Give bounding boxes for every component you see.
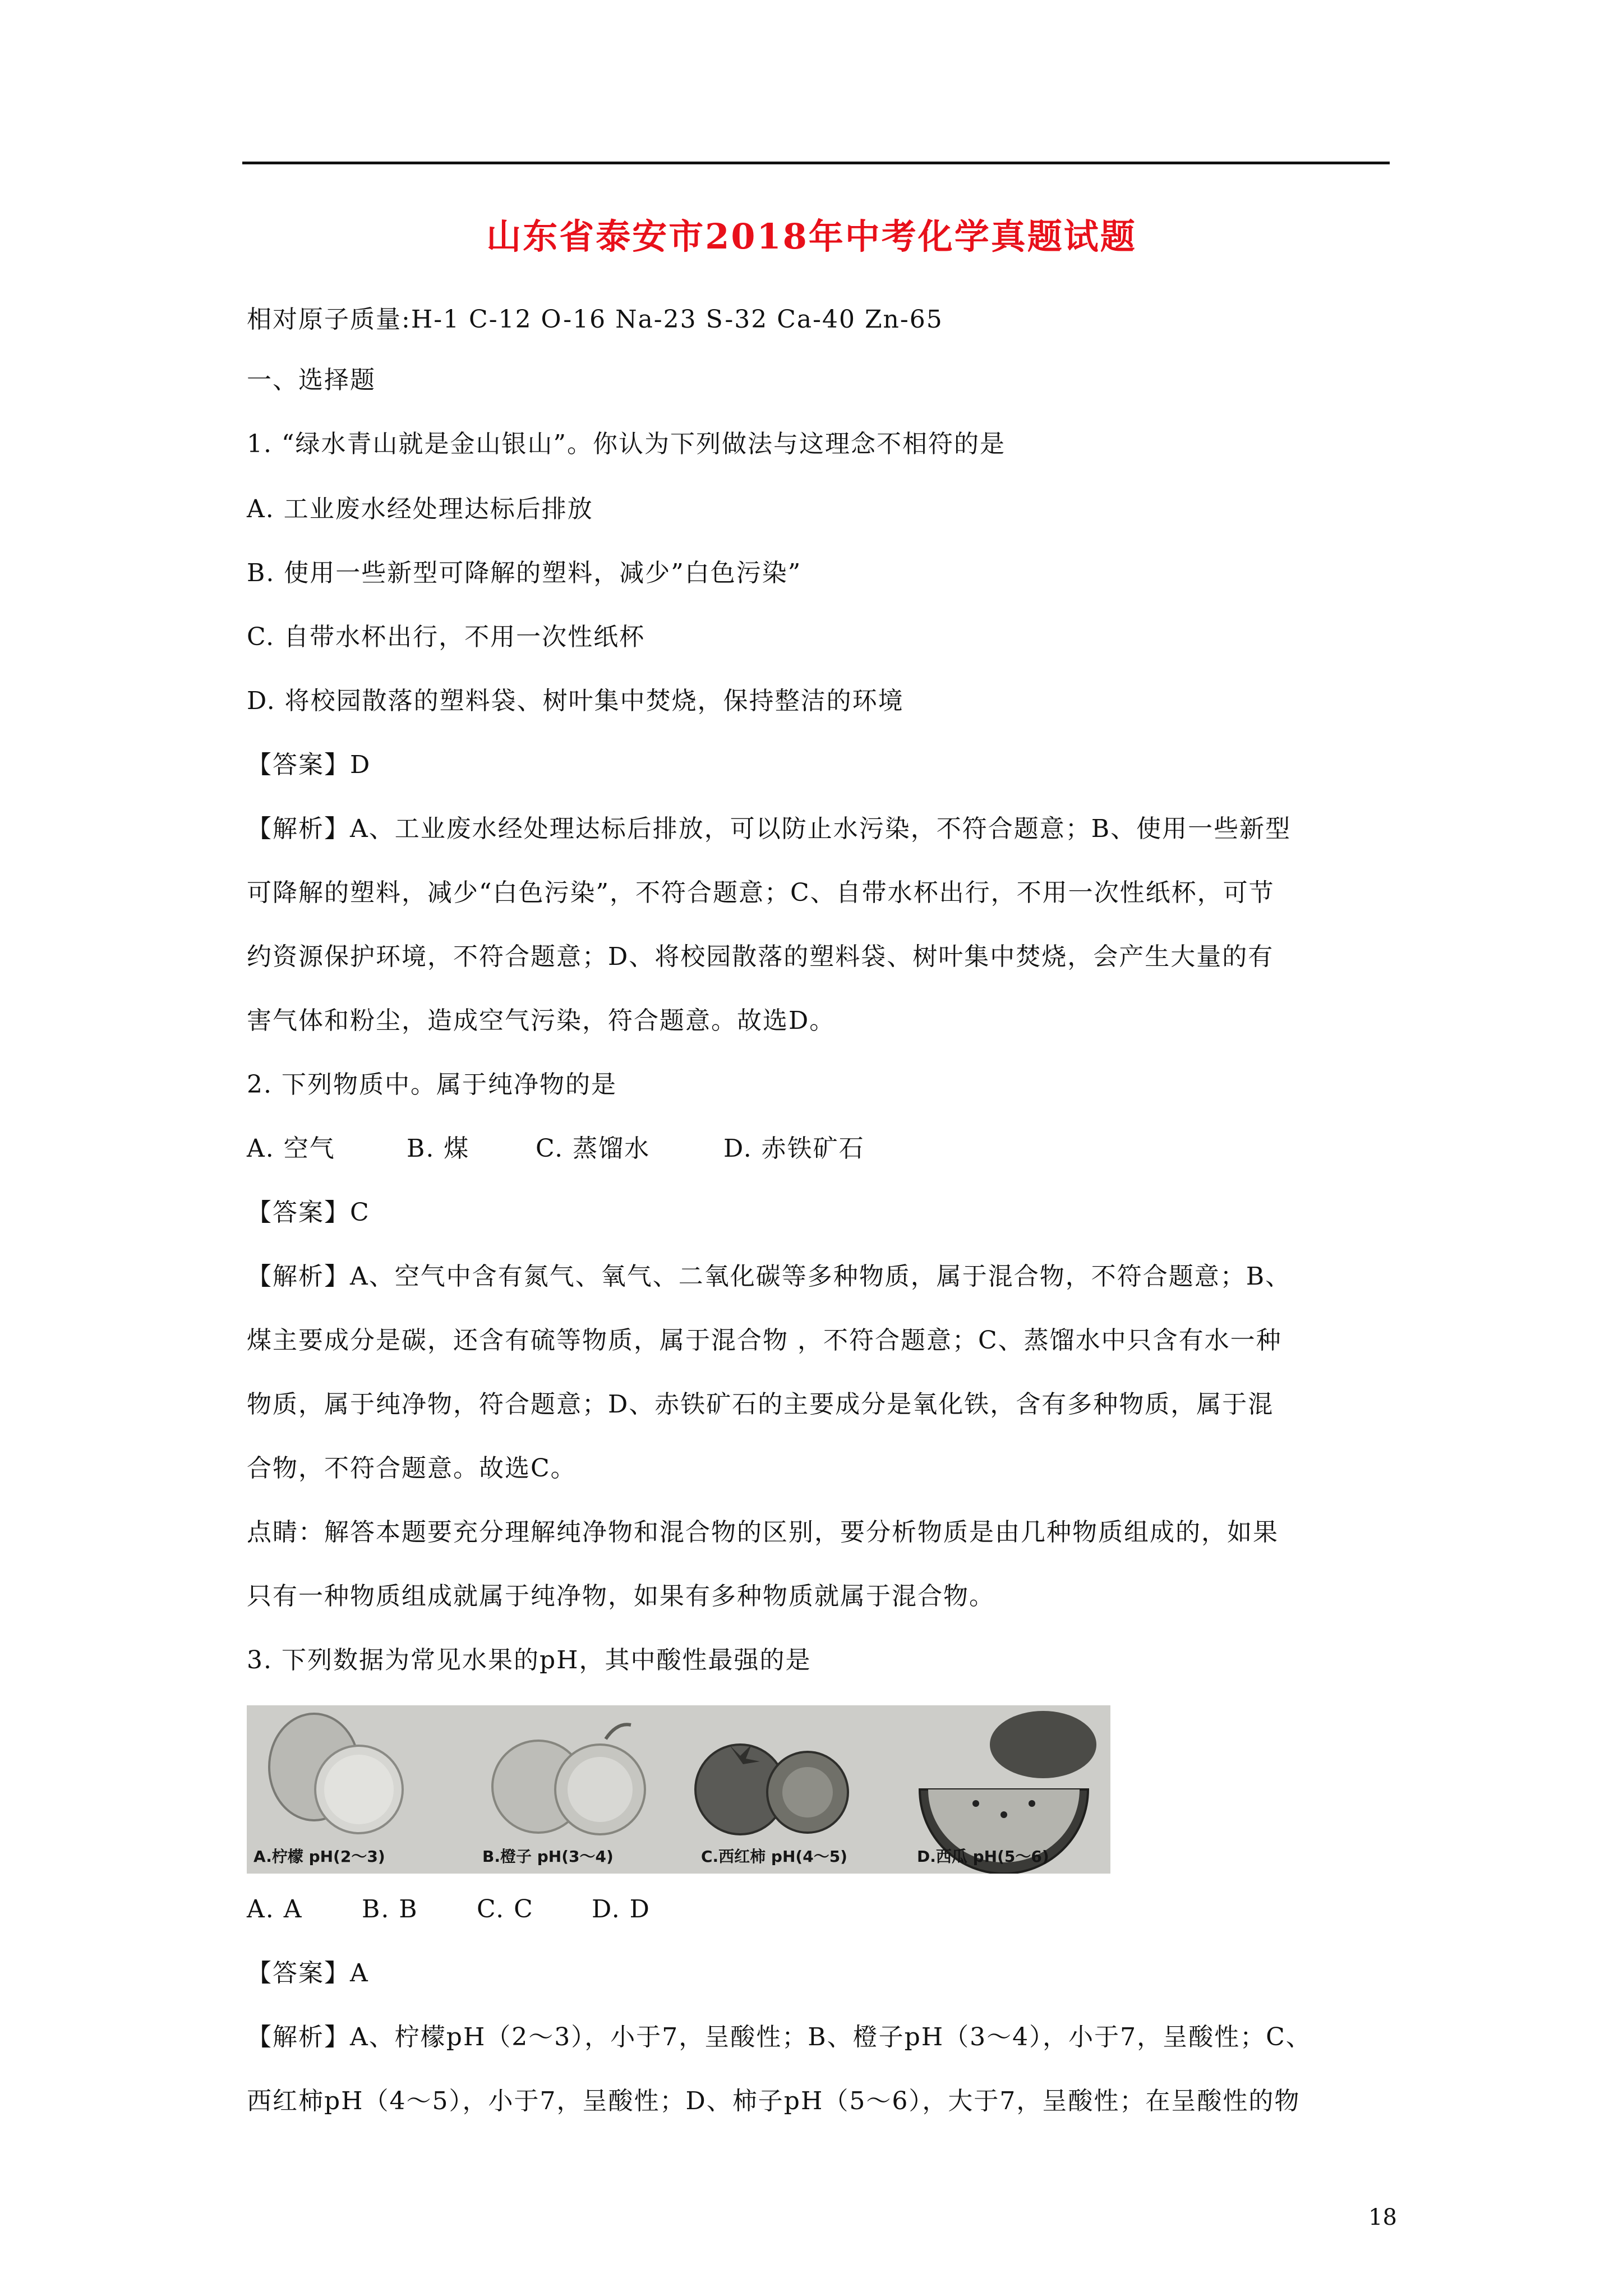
q3-option-d: D. D — [592, 1895, 651, 1924]
fruit-label-a: A.柠檬 pH(2～3) — [253, 1847, 385, 1866]
q2-option-a: A. 空气 — [247, 1134, 335, 1163]
q2-answer: 【答案】C — [247, 1198, 370, 1227]
q1-analysis-line: 约资源保护环境，不符合题意；D、将校园散落的塑料袋、树叶集中焚烧，会产生大量的有 — [247, 942, 1274, 971]
atomic-masses: 相对原子质量:H-1 C-12 O-16 Na-23 S-32 Ca-40 Zn-65 — [247, 305, 943, 334]
q3-option-a: A. A — [247, 1895, 303, 1924]
page-title: 山东省泰安市2018年中考化学真题试题 — [486, 216, 1137, 257]
orange-icon — [492, 1724, 645, 1834]
q3-stem: 3. 下列数据为常见水果的pH，其中酸性最强的是 — [247, 1646, 811, 1674]
header-rule — [242, 162, 1390, 164]
q3-analysis-line: 西红柿pH（4～5），小于7，呈酸性；D、柿子pH（5～6），大于7，呈酸性；在呈酸性的物 — [247, 2087, 1301, 2115]
fruit-label-c: C.西红柿 pH(4～5) — [701, 1847, 847, 1866]
q2-analysis-line: 物质，属于纯净物，符合题意；D、赤铁矿石的主要成分是氧化铁，含有多种物质，属于混 — [247, 1390, 1274, 1419]
q3-analysis-line: 【解析】A、柠檬pH（2～3），小于7，呈酸性；B、橙子pH（3～4），小于7，呈酸性；C、 — [247, 2023, 1312, 2051]
q1-stem: 1. “绿水青山就是金山银山”。你认为下列做法与这理念不相符的是 — [247, 430, 1006, 458]
q1-option-c: C. 自带水杯出行，不用一次性纸杯 — [247, 623, 645, 651]
fruit-label-d: D.西瓜 pH(5～6) — [917, 1847, 1049, 1866]
q2-tip-line: 只有一种物质组成就属于纯净物，如果有多种物质就属于混合物。 — [247, 1582, 995, 1611]
q1-analysis-line: 【解析】A、工业废水经处理达标后排放，可以防止水污染，不符合题意；B、使用一些新型 — [247, 815, 1292, 843]
q3-answer: 【答案】A — [247, 1959, 369, 1987]
fruit-label-b: B.橙子 pH(3～4) — [482, 1847, 614, 1866]
q2-analysis-line: 合物，不符合题意。故选C。 — [247, 1454, 577, 1483]
q2-analysis-line: 煤主要成分是碳，还含有硫等物质，属于混合物 ，不符合题意；C、蒸馏水中只含有水一种 — [247, 1326, 1282, 1355]
page-number: 18 — [1368, 2205, 1397, 2230]
q2-options — [247, 1126, 865, 1171]
q2-stem: 2. 下列物质中。属于纯净物的是 — [247, 1070, 617, 1099]
fruit-ph-image — [247, 1705, 1110, 1874]
q2-option-d: D. 赤铁矿石 — [723, 1134, 865, 1163]
q1-analysis-line: 害气体和粉尘，造成空气污染，符合题意。故选D。 — [247, 1006, 836, 1035]
q1-option-d: D. 将校园散落的塑料袋、树叶集中焚烧，保持整洁的环境 — [247, 687, 904, 715]
q1-analysis-line: 可降解的塑料，减少“白色污染”，不符合题意；C、自带水杯出行，不用一次性纸杯，可节 — [247, 878, 1275, 907]
q1-answer: 【答案】D — [247, 751, 371, 779]
q3-option-c: C. C — [477, 1895, 534, 1924]
q2-tip-line: 点睛：解答本题要充分理解纯净物和混合物的区别，要分析物质是由几种物质组成的，如果 — [247, 1518, 1279, 1547]
q3-option-b: B. B — [362, 1895, 418, 1924]
tomato-icon — [695, 1745, 848, 1834]
q2-option-c: C. 蒸馏水 — [536, 1134, 651, 1163]
q3-options — [247, 1887, 707, 1932]
q1-option-a: A. 工业废水经处理达标后排放 — [247, 495, 593, 523]
q2-option-b: B. 煤 — [407, 1134, 470, 1163]
q1-option-b: B. 使用一些新型可降解的塑料，减少”白色污染” — [247, 559, 802, 587]
lemon-icon — [269, 1714, 403, 1833]
section-heading: 一、选择题 — [247, 366, 376, 394]
q2-analysis-line: 【解析】A、空气中含有氮气、氧气、二氧化碳等多种物质，属于混合物，不符合题意；B、 — [247, 1262, 1292, 1291]
